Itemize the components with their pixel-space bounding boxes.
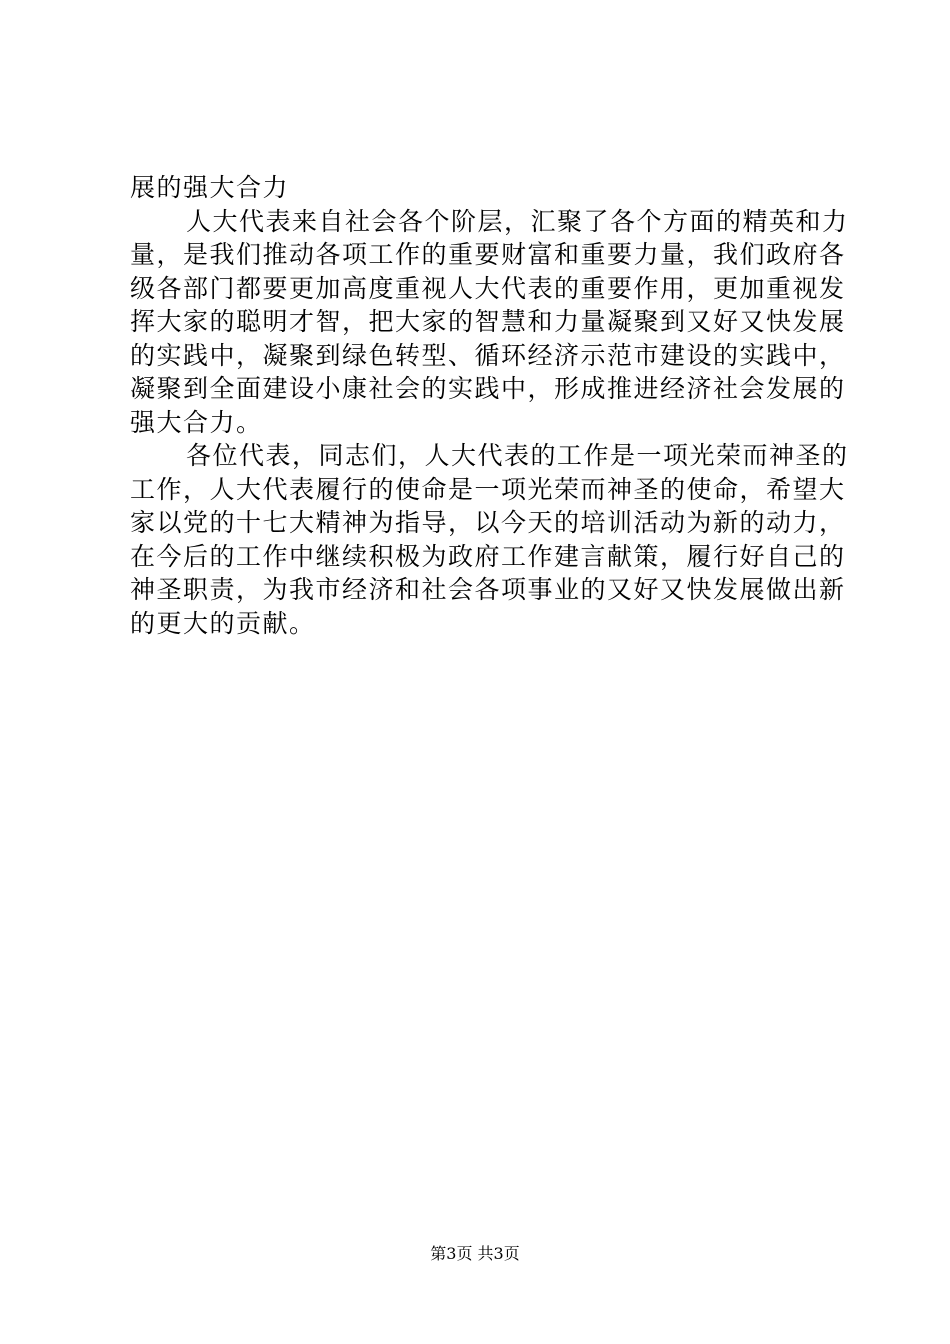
text-line: 强大合力。: [130, 407, 263, 437]
text-line: 的实践中，凝聚到绿色转型、循环经济示范市建设的实践中，: [130, 340, 846, 370]
text-line: 级各部门都要更加高度重视人大代表的重要作用，更加重视发: [130, 273, 846, 303]
text-line: 挥大家的聪明才智，把大家的智慧和力量凝聚到又好又快发展: [130, 307, 846, 336]
text-line: 工作，人大代表履行的使命是一项光荣而神圣的使命，希望大: [130, 474, 846, 504]
text-line: 在今后的工作中继续积极为政府工作建言献策，履行好自己的: [130, 541, 846, 571]
text-line: 神圣职责，为我市经济和社会各项事业的又好又快发展做出新: [130, 575, 846, 604]
text-line: 凝聚到全面建设小康社会的实践中，形成推进经济社会发展的: [130, 374, 846, 403]
text-line: 的更大的贡献。: [130, 608, 316, 638]
paragraph-start-line: 人大代表来自社会各个阶层，汇聚了各个方面的精英和力: [186, 206, 849, 236]
text-line: 家以党的十七大精神为指导，以今天的培训活动为新的动力，: [130, 508, 846, 537]
document-body: [130, 171, 849, 640]
text-line: 量，是我们推动各项工作的重要财富和重要力量，我们政府各: [130, 240, 846, 269]
text-line: 展的强大合力: [130, 173, 290, 202]
paragraph-start-line: 各位代表，同志们，人大代表的工作是一项光荣而神圣的: [186, 441, 849, 470]
page-number-footer: 第3页 共3页: [430, 1244, 520, 1263]
